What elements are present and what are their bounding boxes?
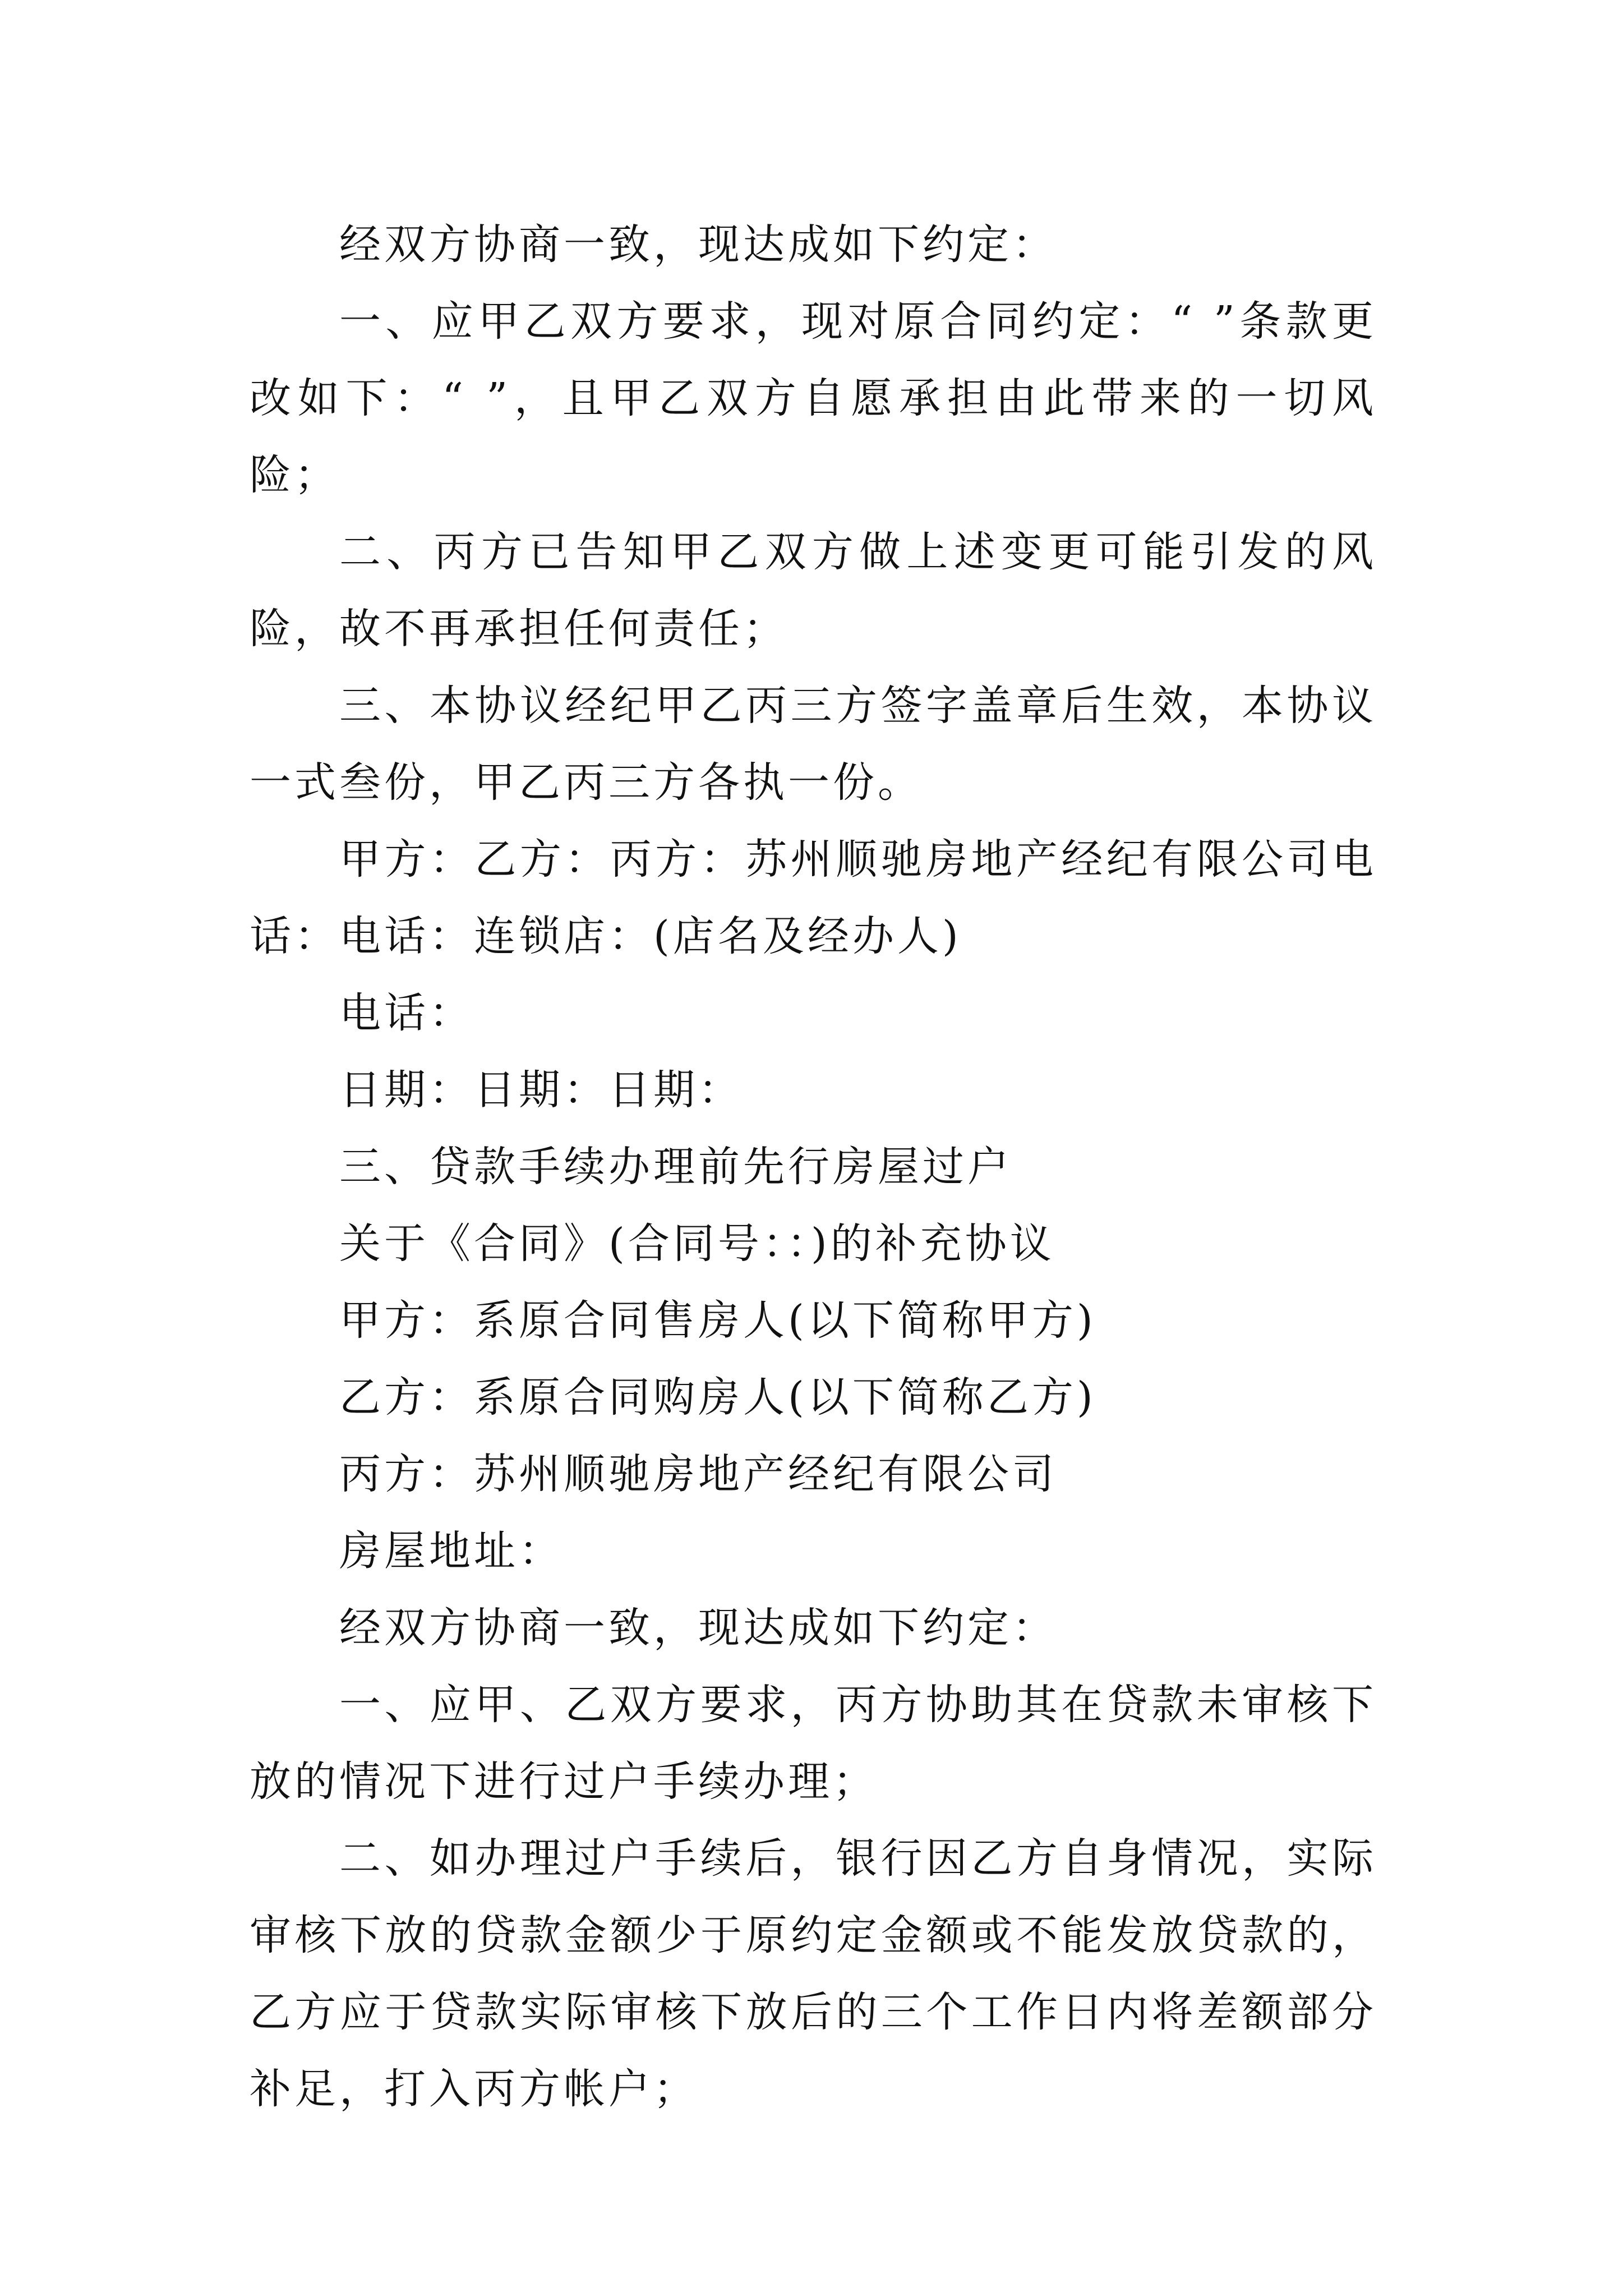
paragraph-clause-1: 一、应甲乙双方要求，现对原合同约定：“ ”条款更改如下：“ ”，且甲乙双方自愿承担由此带来的一切风险； — [250, 297, 1377, 499]
paragraph-transfer-clause-1: 一、应甲、乙双方要求，丙方协助其在贷款未审核下放的情况下进行过户手续办理； — [250, 1681, 1377, 1806]
paragraph-dates: 日期：日期：日期： — [339, 1066, 743, 1114]
paragraph-transfer-clause-2: 二、如办理过户手续后，银行因乙方自身情况，实际审核下放的贷款金额少于原约定金额或不能发放贷款的，乙方应于贷款实际审核下放后的三个工作日内将差额部分补足，打入丙方帐户； — [250, 1834, 1377, 2113]
document-body — [250, 206, 1377, 2128]
property-address-line: 房屋地址： — [339, 1527, 564, 1575]
section-heading-transfer: 三、贷款手续办理前先行房屋过户 — [339, 1143, 1012, 1191]
paragraph-phone: 电话： — [339, 989, 474, 1037]
party-b-line: 乙方：系原合同购房人(以下简称乙方) — [339, 1373, 1096, 1421]
paragraph-agreement-intro-2: 经双方协商一致，现达成如下约定： — [339, 1604, 1057, 1652]
paragraph-clause-2: 二、丙方已告知甲乙双方做上述变更可能引发的风险，故不再承担任何责任； — [250, 528, 1377, 653]
paragraph-agreement-intro: 经双方协商一致，现达成如下约定： — [339, 220, 1057, 269]
party-a-line: 甲方：系原合同售房人(以下简称甲方) — [339, 1296, 1096, 1345]
paragraph-clause-3: 三、本协议经纪甲乙丙三方签字盖章后生效，本协议一式叁份，甲乙丙三方各执一份。 — [250, 682, 1377, 807]
paragraph-signatories: 甲方：乙方：丙方：苏州顺驰房地产经纪有限公司电话：电话：连锁店：(店名及经办人) — [250, 835, 1377, 960]
party-c-line: 丙方：苏州顺驰房地产经纪有限公司 — [339, 1450, 1057, 1498]
supplementary-agreement-title: 关于《合同》(合同号：：)的补充协议 — [339, 1220, 1055, 1268]
